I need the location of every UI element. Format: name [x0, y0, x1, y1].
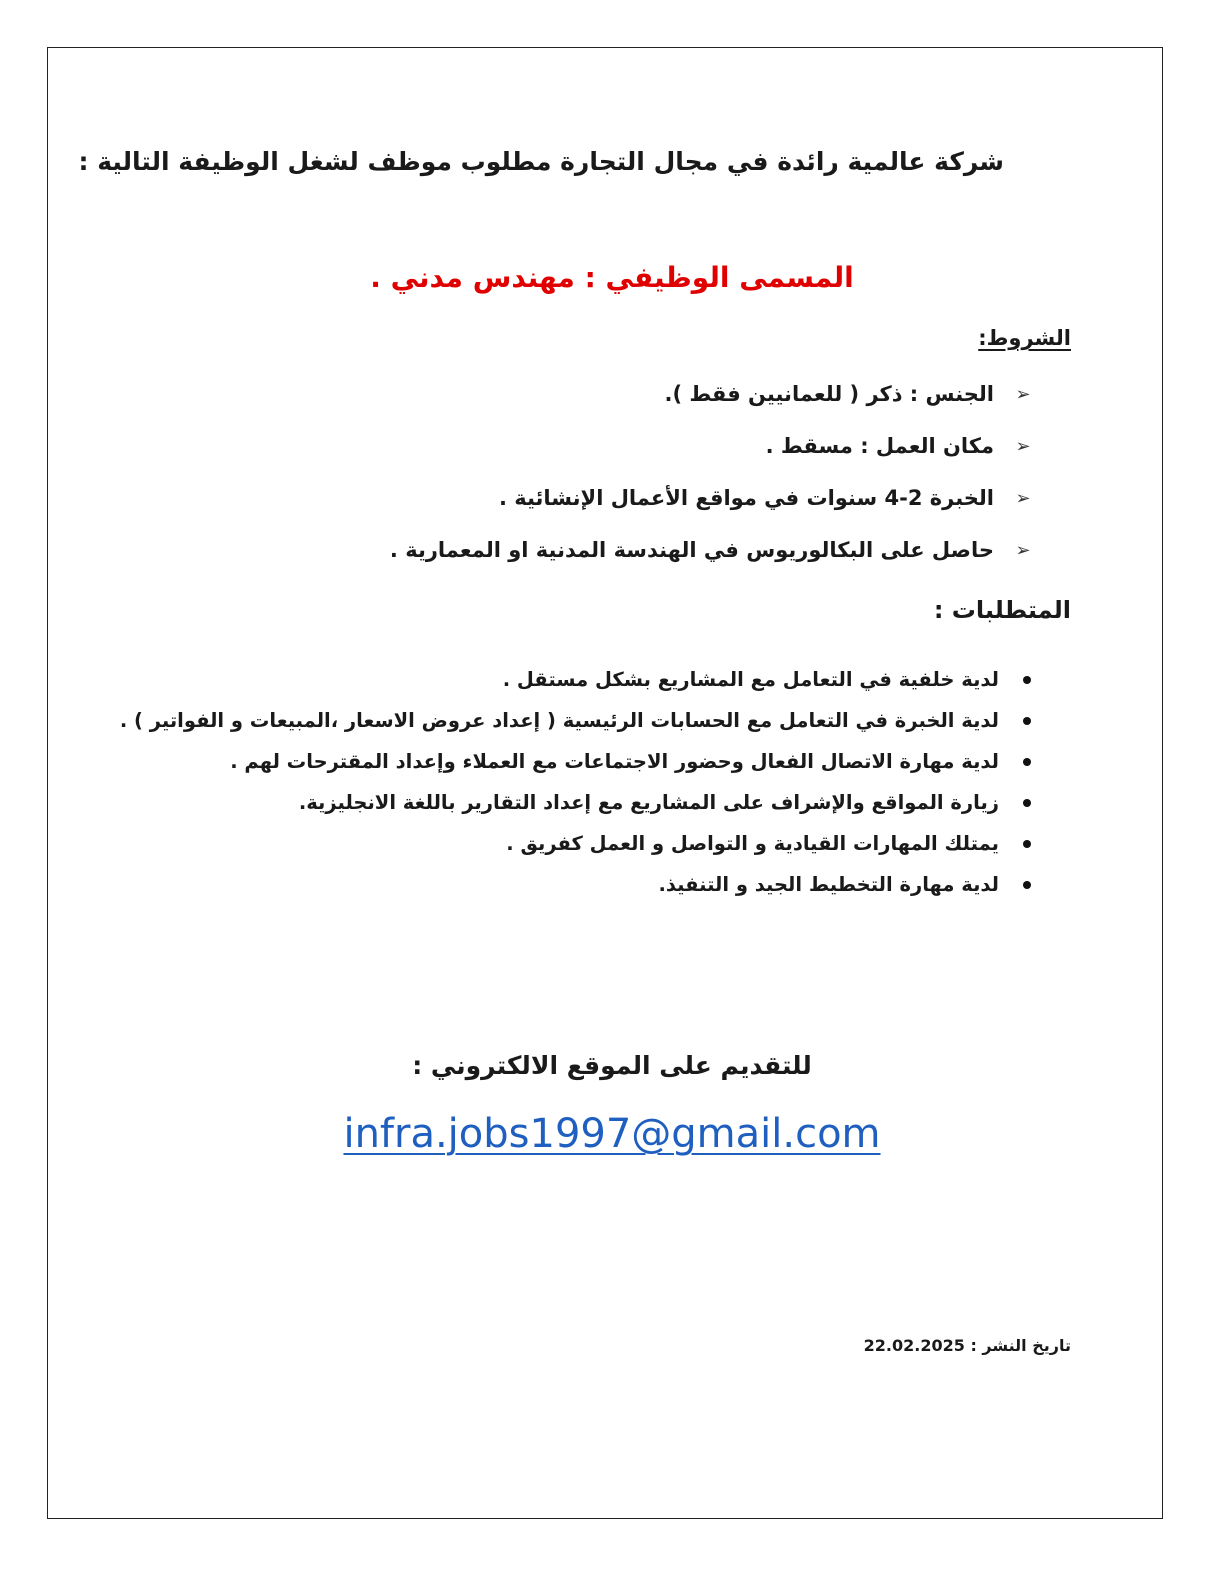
- dot-bullet-icon: [1023, 717, 1031, 725]
- dot-bullet-icon: [1023, 840, 1031, 848]
- dot-bullet-icon: [1023, 676, 1031, 684]
- intro-heading: شركة عالمية رائدة في مجال التجارة مطلوب موظف لشغل الوظيفة التالية :: [78, 147, 1004, 176]
- arrow-bullet-icon: ➢: [1015, 487, 1031, 509]
- requirements-list: [120, 659, 1031, 905]
- requirement-text: لدية الخبرة في التعامل مع الحسابات الرئيسية ( إعداد عروض الاسعار ،المبيعات و الفواتير ) .: [119, 709, 999, 732]
- requirement-item: [120, 782, 1031, 823]
- condition-item: [390, 368, 1034, 420]
- dot-bullet-icon: [1023, 758, 1031, 766]
- arrow-bullet-icon: ➢: [1015, 383, 1031, 405]
- conditions-heading: الشروط:: [978, 326, 1071, 350]
- condition-item: [390, 524, 1034, 576]
- requirement-item: [120, 741, 1031, 782]
- condition-item: [390, 472, 1034, 524]
- condition-text: حاصل على البكالوريوس في الهندسة المدنية او المعمارية .: [389, 538, 994, 562]
- condition-text: الجنس : ذكر ( للعمانيين فقط ).: [664, 382, 994, 406]
- requirement-text: لدية خلفية في التعامل مع المشاريع بشكل مستقل .: [502, 668, 999, 691]
- job-title: المسمى الوظيفي : مهندس مدني .: [370, 261, 854, 294]
- publication-date-label: تاريخ النشر :: [970, 1336, 1071, 1355]
- condition-text: الخبرة 2-4 سنوات في مواقع الأعمال الإنشائية .: [498, 486, 994, 510]
- condition-text: مكان العمل : مسقط .: [765, 434, 994, 458]
- requirement-item: [120, 659, 1031, 700]
- requirement-item: [120, 823, 1031, 864]
- apply-label: للتقديم على الموقع الالكتروني :: [412, 1051, 812, 1080]
- email-container: [200, 1104, 1024, 1164]
- email-link[interactable]: infra.jobs1997@gmail.com: [343, 1111, 881, 1157]
- publication-date-value: 22.02.2025: [863, 1336, 965, 1355]
- requirements-heading: المتطلبات :: [933, 596, 1071, 624]
- arrow-bullet-icon: ➢: [1015, 435, 1031, 457]
- conditions-list: [390, 368, 1034, 576]
- requirement-item: [120, 864, 1031, 905]
- requirement-text: لدية مهارة التخطيط الجيد و التنفيذ.: [658, 873, 999, 896]
- condition-item: [390, 420, 1034, 472]
- requirement-text: يمتلك المهارات القيادية و التواصل و العمل كفريق .: [506, 832, 999, 855]
- requirement-item: [120, 700, 1031, 741]
- arrow-bullet-icon: ➢: [1015, 539, 1031, 561]
- dot-bullet-icon: [1023, 799, 1031, 807]
- requirement-text: زيارة المواقع والإشراف على المشاريع مع إعداد التقارير باللغة الانجليزية.: [298, 791, 999, 814]
- requirement-text: لدية مهارة الاتصال الفعال وحضور الاجتماعات مع العملاء وإعداد المقترحات لهم .: [230, 750, 999, 773]
- dot-bullet-icon: [1023, 881, 1031, 889]
- publication-date: [864, 1332, 1071, 1360]
